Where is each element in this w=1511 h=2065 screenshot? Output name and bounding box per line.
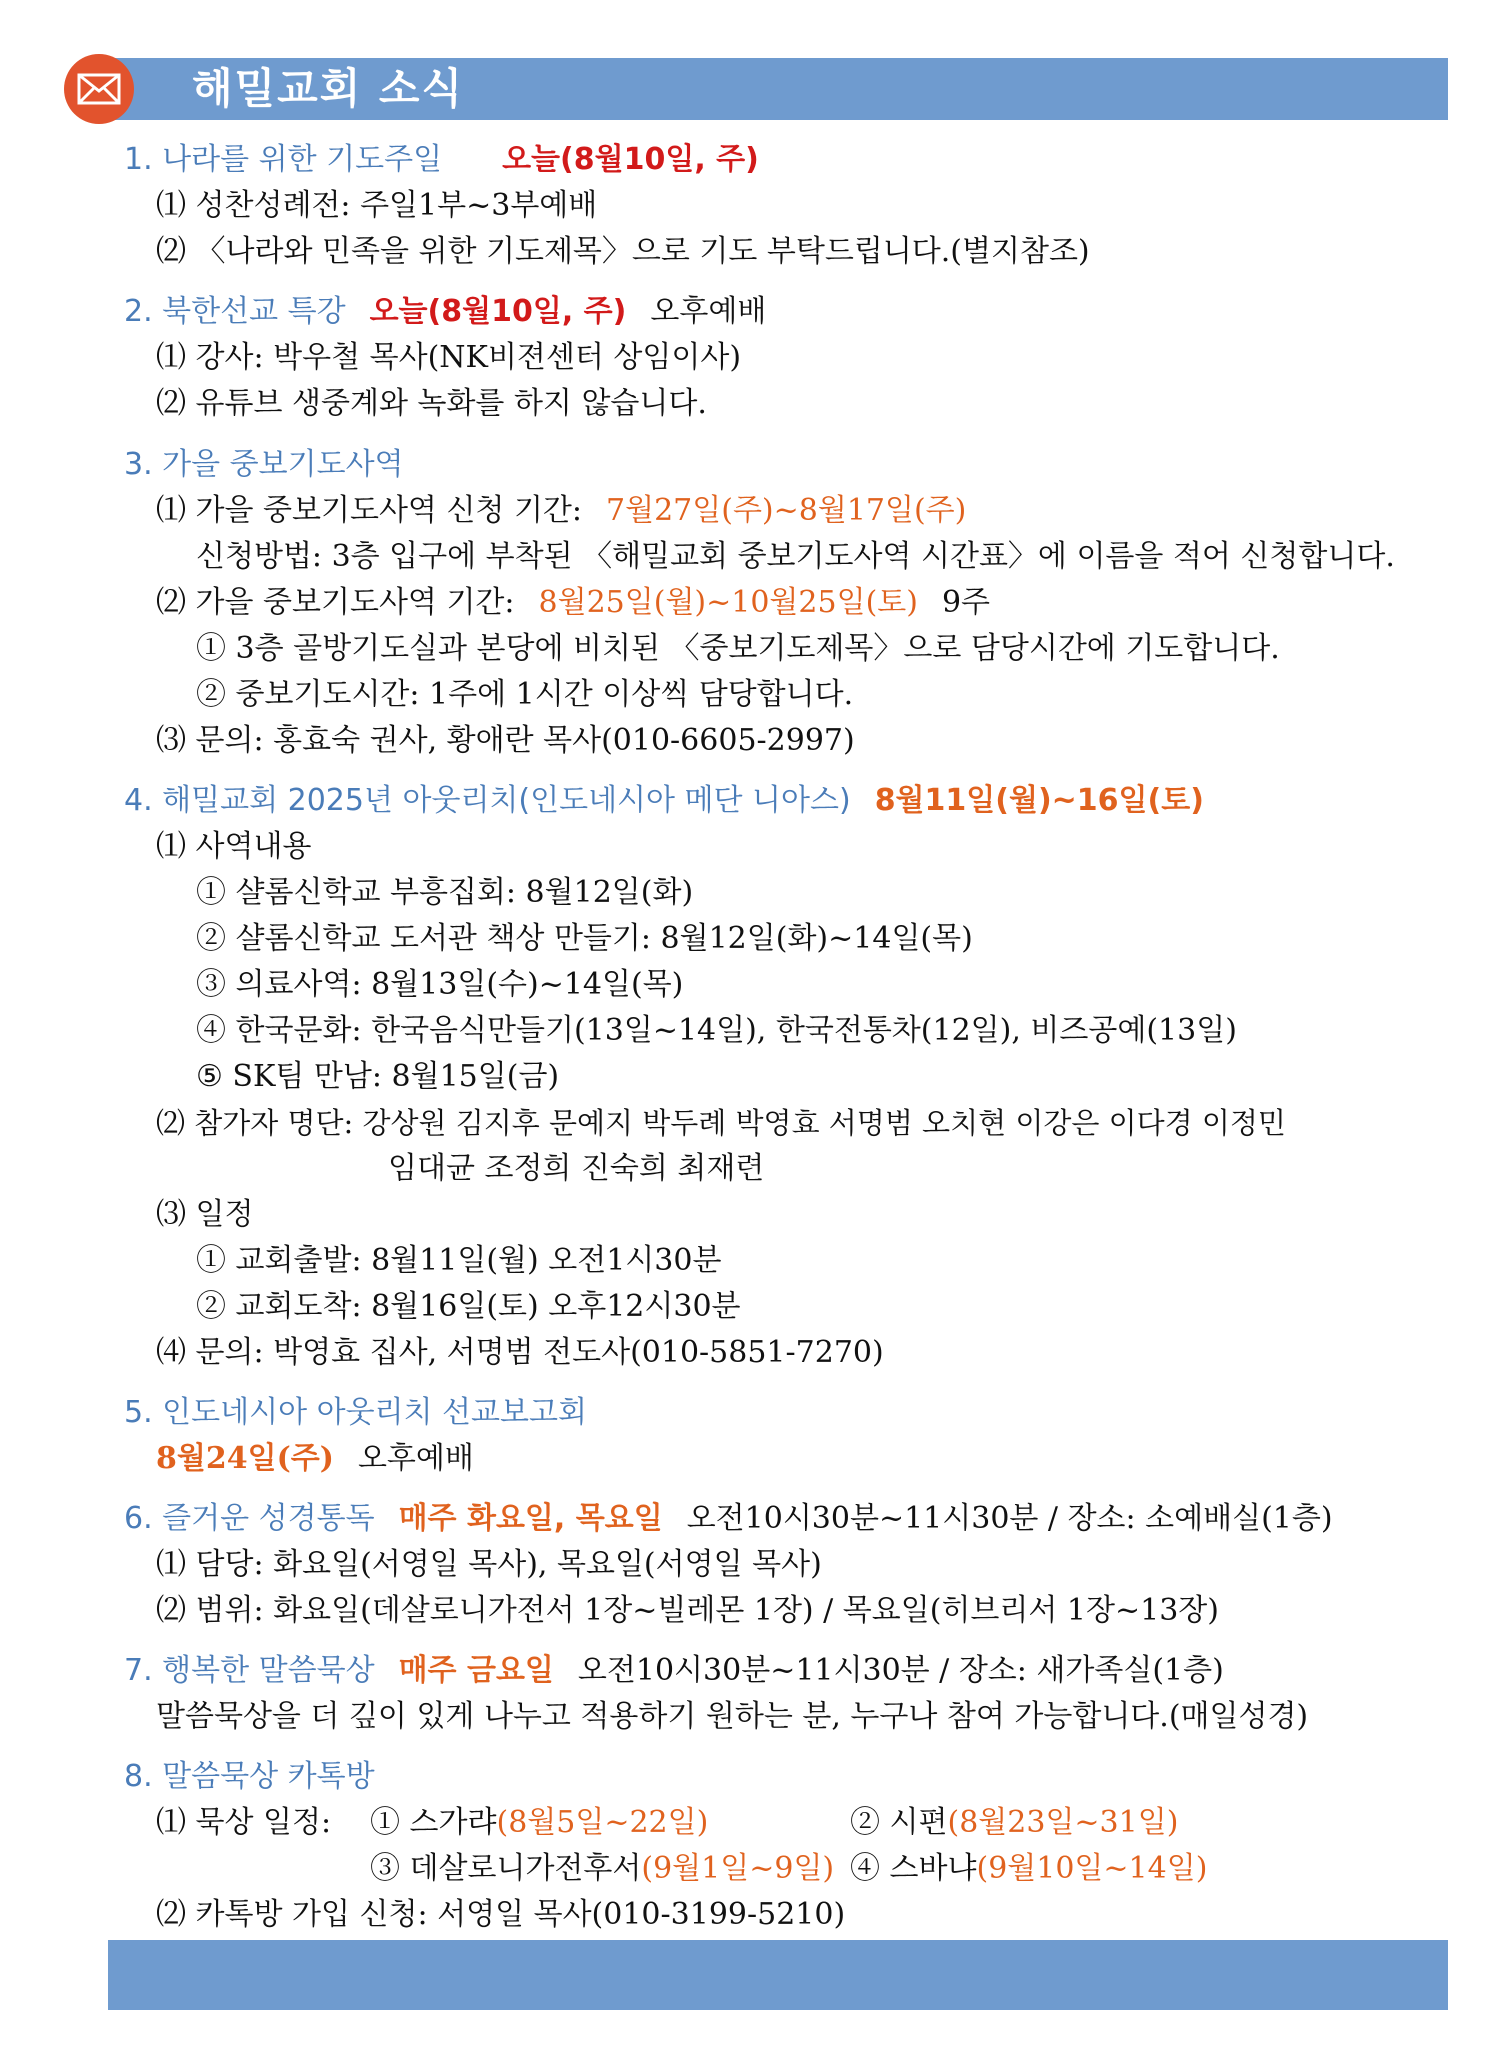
footer-bar (108, 1940, 1448, 2010)
section-7-line-1: 말씀묵상을 더 깊이 있게 나누고 적용하기 원하는 분, 누구나 참여 가능합니다.(매일성경) (156, 1699, 1309, 1734)
section-3-line-4: ① 3층 골방기도실과 본당에 비치된 〈중보기도제목〉으로 담당시간에 기도합니다. (196, 631, 1280, 666)
section-6-title: 6. 즐거운 성경통독 매주 화요일, 목요일 오전10시30분~11시30분 / 장소: 소예배실(1층) (124, 1501, 1333, 1536)
page-title: 해밀교회 소식 (192, 64, 465, 113)
section-4-line-1: ⑴ 사역내용 (156, 829, 312, 864)
section-4-line-12: ⑷ 문의: 박영효 집사, 서명범 전도사(010-5851-7270) (156, 1335, 884, 1370)
section-8-item-1: ① 스가랴(8월5일~22일) (370, 1805, 709, 1840)
section-3-title: 3. 가을 중보기도사역 (124, 447, 404, 482)
section-2-title: 2. 북한선교 특강 오늘(8월10일, 주) 오후예배 (124, 294, 767, 329)
section-4-line-5: ④ 한국문화: 한국음식만들기(13일~14일), 한국전통차(12일), 비즈공예(13일) (196, 1013, 1237, 1048)
section-5-title: 5. 인도네시아 아웃리치 선교보고회 (124, 1395, 587, 1430)
section-6-line-1: ⑴ 담당: 화요일(서영일 목사), 목요일(서영일 목사) (156, 1547, 822, 1582)
mail-icon (77, 73, 121, 105)
section-5-line-1: 8월24일(주) 오후예배 (156, 1441, 474, 1476)
section-4-line-10: ① 교회출발: 8월11일(월) 오전1시30분 (196, 1243, 722, 1278)
section-4-date: 8월11일(월)~16일(토) (874, 783, 1204, 818)
section-1-line-1: ⑴ 성찬성례전: 주일1부~3부예배 (156, 188, 598, 223)
section-8-label: ⑴ 묵상 일정: (156, 1805, 332, 1840)
section-4-line-2: ① 샬롬신학교 부흥집회: 8월12일(화) (196, 875, 694, 910)
section-4-line-4: ③ 의료사역: 8월13일(수)~14일(목) (196, 967, 684, 1002)
section-7-schedule: 매주 금요일 (398, 1653, 554, 1688)
section-4-line-9: ⑶ 일정 (156, 1197, 254, 1232)
section-6-line-2: ⑵ 범위: 화요일(데살로니가전서 1장~빌레몬 1장) / 목요일(히브리서 1장~13장) (156, 1593, 1219, 1628)
section-3-line-6: ⑶ 문의: 홍효숙 권사, 황애란 목사(010-6605-2997) (156, 723, 855, 758)
section-4-line-8: 임대균 조정희 진숙희 최재련 (388, 1151, 765, 1186)
section-4-title: 4. 해밀교회 2025년 아웃리치(인도네시아 메단 니아스) 8월11일(월)~16일(토) (124, 783, 1204, 818)
section-7-title: 7. 행복한 말씀묵상 매주 금요일 오전10시30분~11시30분 / 장소: 새가족실(1층) (124, 1653, 1224, 1688)
section-3-line-2: 신청방법: 3층 입구에 부착된 〈해밀교회 중보기도사역 시간표〉에 이름을 적어 신청합니다. (196, 539, 1395, 574)
section-3-line-3: ⑵ 가을 중보기도사역 기간: 8월25일(월)~10월25일(토) 9주 (156, 585, 991, 620)
section-1-title: 1. 나라를 위한 기도주일 오늘(8월10일, 주) (124, 142, 759, 177)
section-3-line-5: ② 중보기도시간: 1주에 1시간 이상씩 담당합니다. (196, 677, 854, 712)
section-8-item-4: ④ 스바냐(9월10일~14일) (850, 1851, 1208, 1886)
section-2-line-1: ⑴ 강사: 박우철 목사(NK비젼센터 상임이사) (156, 340, 742, 375)
section-4-line-7: ⑵ 참가자 명단: 강상원 김지후 문예지 박두례 박영효 서명범 오치현 이강은 이다경 이정민 (156, 1106, 1286, 1140)
mail-icon-badge (64, 54, 134, 124)
section-4-line-11: ② 교회도착: 8월16일(토) 오후12시30분 (196, 1289, 741, 1324)
section-4-line-6: ⑤ SK팀 만남: 8월15일(금) (196, 1059, 560, 1094)
section-8-title: 8. 말씀묵상 카톡방 (124, 1759, 375, 1794)
section-8-item-2: ② 시편(8월23일~31일) (850, 1805, 1179, 1840)
section-2-date: 오늘(8월10일, 주) (369, 294, 627, 329)
section-4-line-3: ② 샬롬신학교 도서관 책상 만들기: 8월12일(화)~14일(목) (196, 921, 973, 956)
section-2-line-2: ⑵ 유튜브 생중계와 녹화를 하지 않습니다. (156, 386, 707, 421)
section-6-schedule: 매주 화요일, 목요일 (398, 1501, 663, 1536)
section-1-date: 오늘(8월10일, 주) (502, 142, 759, 177)
section-8-item-3: ③ 데살로니가전후서(9월1일~9일) (370, 1851, 835, 1886)
section-8-line-2: ⑵ 카톡방 가입 신청: 서영일 목사(010-3199-5210) (156, 1897, 846, 1932)
section-1-line-2: ⑵ 〈나라와 민족을 위한 기도제목〉으로 기도 부탁드립니다.(별지참조) (156, 234, 1090, 269)
section-3-line-1: ⑴ 가을 중보기도사역 신청 기간: 7월27일(주)~8월17일(주) (156, 493, 967, 528)
